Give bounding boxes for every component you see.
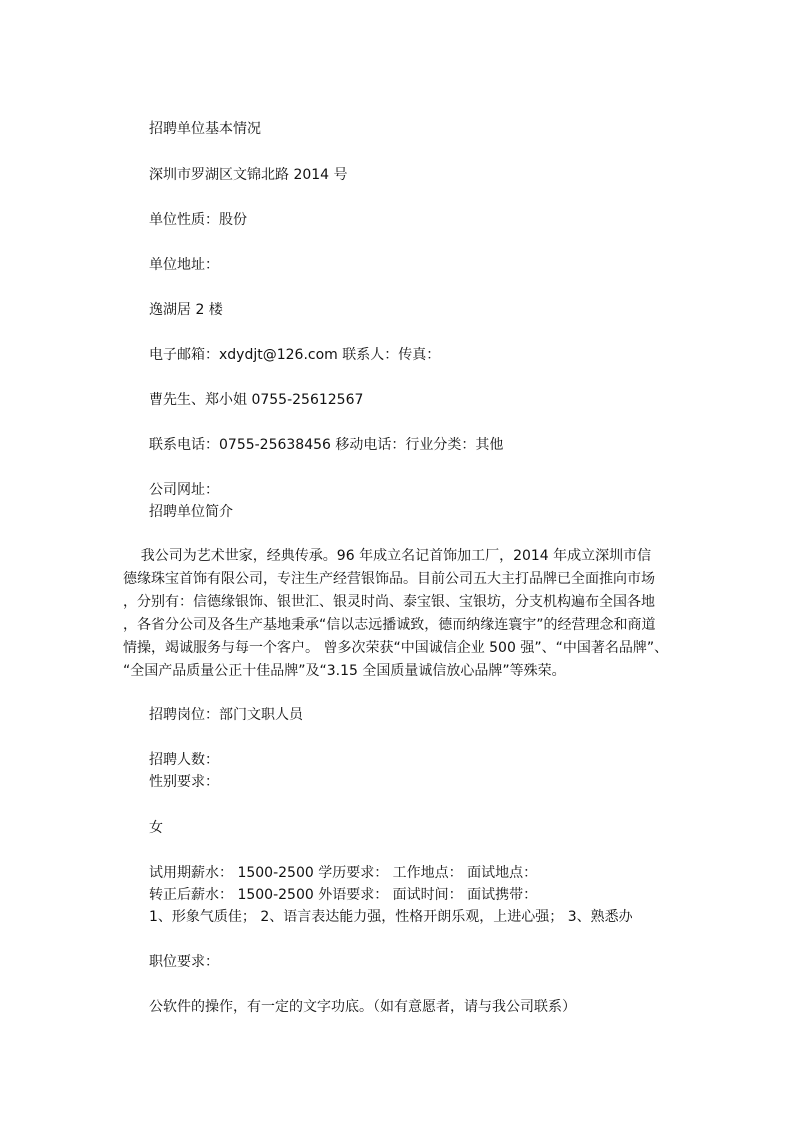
email-contact-fax: 电子邮箱：xdydjt@126.com 联系人：传真： (149, 347, 441, 363)
phone-industry: 联系电话：0755-25638456 移动电话：行业分类：其他 (149, 437, 504, 453)
company-intro-paragraph (123, 545, 683, 683)
intro-line: 情操，竭诚服务与每一个客户。 曾多次荣获“中国诚信企业 500 强”、“中国著名品牌”、 (123, 640, 669, 656)
intro-line: ，各省分公司及各生产基地秉承“信以志远播诚致，德而纳缘连寰宇”的经营理念和商道 (123, 617, 656, 633)
website-label: 公司网址： (149, 482, 219, 498)
contact-person-phone: 曹先生、郑小姐 0755-25612567 (149, 392, 364, 408)
job-requirements-label: 职位要求： (149, 954, 219, 970)
gender-value: 女 (149, 820, 163, 836)
probation-salary-line: 试用期薪水： 1500-2500 学历要求： 工作地点： 面试地点： (149, 865, 538, 881)
heading-basic-info: 招聘单位基本情况 (149, 121, 261, 137)
address-label: 单位地址： (149, 257, 219, 273)
regular-salary-line: 转正后薪水： 1500-2500 外语要求： 面试时间： 面试携带： (149, 887, 538, 903)
intro-line: 德缘珠宝首饰有限公司，专注生产经营银饰品。目前公司五大主打品牌已全面推向市场 (123, 571, 655, 587)
intro-line: 我公司为艺术世家，经典传承。96 年成立名记首饰加工厂，2014 年成立深圳市信 (123, 548, 652, 564)
job-requirements-text: 1、形象气质佳； 2、语言表达能力强，性格开朗乐观，上进心强； 3、熟悉办 (149, 909, 633, 925)
gender-label: 性别要求： (149, 774, 219, 790)
address-building: 逸湖居 2 楼 (149, 302, 223, 318)
heading-company-intro: 招聘单位简介 (149, 504, 233, 520)
job-requirements-tail: 公软件的操作，有一定的文字功底。（如有意愿者，请与我公司联系） (149, 999, 576, 1015)
company-nature: 单位性质：股份 (149, 212, 247, 228)
job-position: 招聘岗位：部门文职人员 (149, 707, 303, 723)
headcount: 招聘人数： (149, 752, 219, 768)
address-street: 深圳市罗湖区文锦北路 2014 号 (149, 167, 348, 183)
intro-line: ，分别有：信德缘银饰、银世汇、银灵时尚、泰宝银、宝银坊，分支机构遍布全国各地 (123, 594, 655, 610)
intro-line: “全国产品质量公正十佳品牌”及“3.15 全国质量诚信放心品牌”等殊荣。 (123, 663, 566, 679)
